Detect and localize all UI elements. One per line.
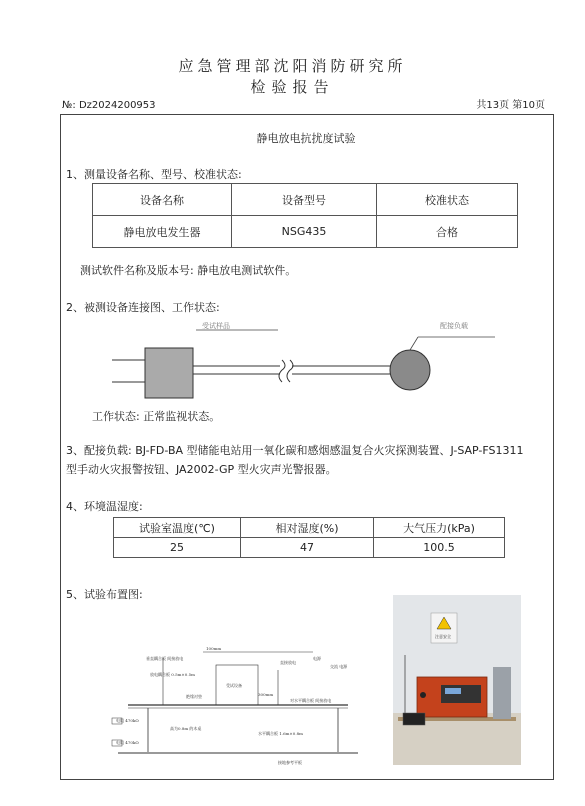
s4-heading: 4、环境温湿度:: [66, 500, 143, 513]
cell-humidity: 47: [241, 538, 374, 558]
equipment-table: [92, 183, 518, 248]
cell-calibration: 合格: [377, 216, 518, 248]
svg-text:300mm: 300mm: [258, 692, 274, 697]
report-number: №: Dz2024200953: [62, 100, 156, 111]
table-row: [114, 538, 505, 558]
section-title: 静电放电抗扰度试验: [256, 132, 356, 145]
col-header-pressure: 大气压力(kPa): [374, 518, 505, 538]
svg-text:水平耦合板 1.6m×0.8m: 水平耦合板 1.6m×0.8m: [258, 731, 303, 736]
svg-text:放电耦合板 0.5m×0.5m: 放电耦合板 0.5m×0.5m: [150, 672, 195, 677]
table-row: [93, 216, 518, 248]
s1-heading: 1、测量设备名称、型号、校准状态:: [66, 168, 242, 181]
cell-name: 静电放电发生器: [93, 216, 232, 248]
s3-line2: 型手动火灾报警按钮、JA2002-GP 型火灾声光警报器。: [66, 463, 337, 476]
svg-text:高为0.8m 的木桌: 高为0.8m 的木桌: [170, 726, 202, 731]
photo-image: [393, 595, 521, 765]
load-circle: [390, 350, 430, 390]
connection-diagram: [100, 322, 500, 402]
svg-text:对水平耦合板 间接放电: 对水平耦合板 间接放电: [290, 698, 332, 703]
svg-text:电阻 470kΩ: 电阻 470kΩ: [116, 740, 139, 745]
page-count: 共13页 第10页: [476, 100, 545, 111]
report-title: 检验报告: [250, 78, 335, 96]
organization-name: 应急管理部沈阳消防研究所: [178, 57, 407, 75]
svg-text:电阻 470kΩ: 电阻 470kΩ: [116, 718, 139, 723]
photo-sign-text: 注意安全: [435, 634, 451, 639]
svg-text:接地参考平板: 接地参考平板: [278, 760, 302, 765]
working-status: 工作状态: 正常监视状态。: [92, 410, 221, 423]
environment-table: [113, 517, 505, 558]
s3-line1: 3、配接负载: BJ-FD-BA 型储能电站用一氧化碳和感烟感温复合火灾探测装置、J-SAP-FS1311: [66, 444, 524, 457]
col-header-humidity: 相对湿度(%): [241, 518, 374, 538]
cell-temp: 25: [114, 538, 241, 558]
s5-heading: 5、试验布置图:: [66, 588, 143, 601]
col-header-temp: 试验室温度(℃): [114, 518, 241, 538]
svg-text:交流 电源: 交流 电源: [330, 664, 348, 669]
eut-box: [145, 348, 193, 398]
svg-text:100mm: 100mm: [206, 646, 222, 651]
label-load: 配接负载: [440, 322, 468, 330]
table-header-row: [114, 518, 505, 538]
cell-pressure: 100.5: [374, 538, 505, 558]
col-header-model: 设备型号: [232, 184, 377, 216]
col-header-name: 设备名称: [93, 184, 232, 216]
col-header-calibration: 校准状态: [377, 184, 518, 216]
svg-text:受试设备: 受试设备: [226, 683, 242, 688]
test-layout-diagram: [108, 640, 378, 770]
label-sample: 受试样品: [202, 322, 230, 330]
cell-model: NSG435: [232, 216, 377, 248]
s2-heading: 2、被测设备连接图、工作状态:: [66, 301, 220, 314]
table-header-row: [93, 184, 518, 216]
software-note: 测试软件名称及版本号: 静电放电测试软件。: [80, 264, 297, 277]
svg-text:绝缘衬垫: 绝缘衬垫: [186, 694, 202, 699]
svg-text:电源: 电源: [313, 656, 321, 661]
svg-text:直接放电: 直接放电: [280, 660, 296, 665]
svg-text:垂直耦合板 间接放电: 垂直耦合板 间接放电: [146, 656, 184, 661]
test-setup-photo: [393, 595, 521, 765]
